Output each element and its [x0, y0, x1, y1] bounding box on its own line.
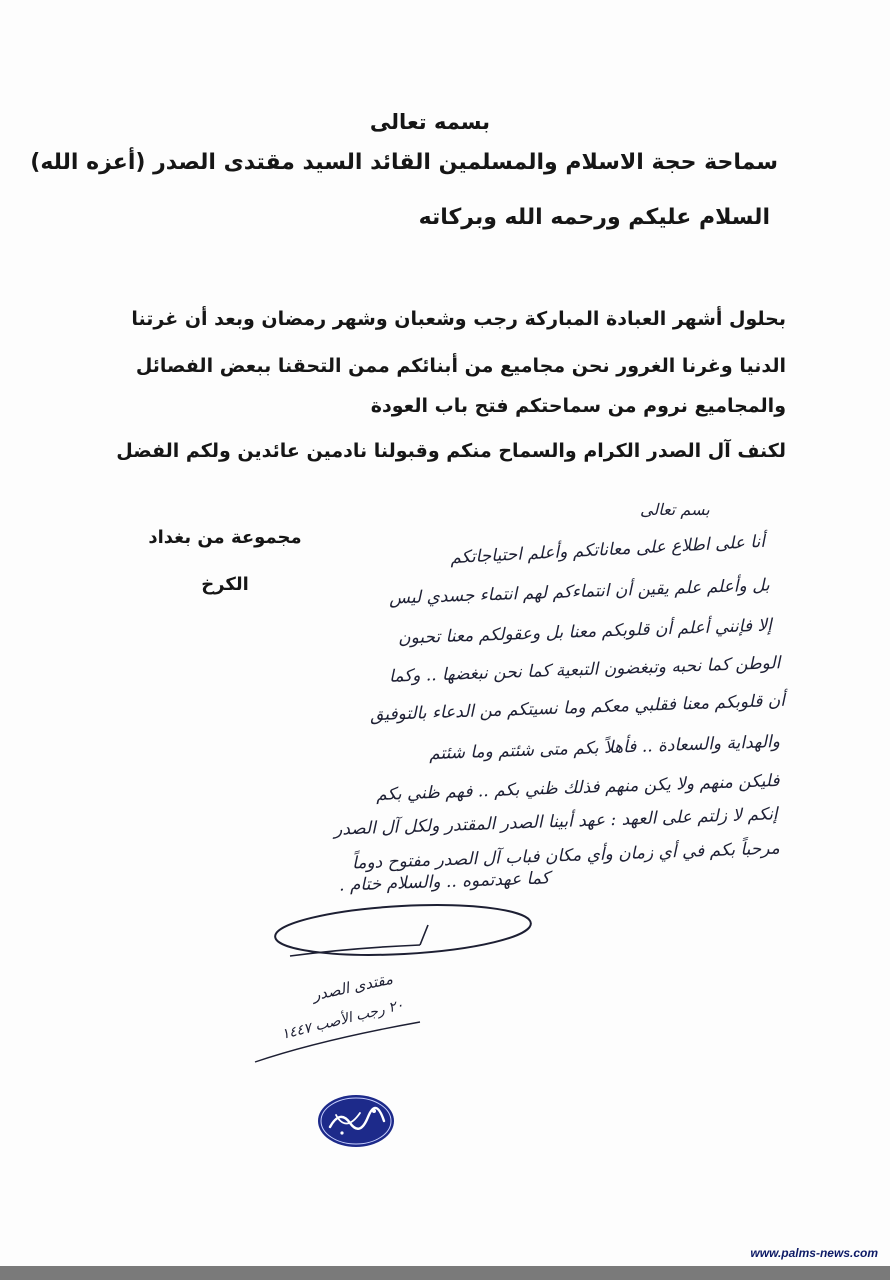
- reply-signer: مقتدى الصدر: [311, 969, 395, 1005]
- letter-body-line: لكنف آل الصدر الكرام والسماح منكم وقبولنا نادمين عائدين ولكم الفضل: [116, 440, 786, 462]
- reply-line: فليكن منهم ولا يكن منهم فذلك ظني بكم .. فهم ظني بكم: [376, 770, 781, 806]
- reply-line: أنا على اطلاع على معاناتكم وأعلم احتياجاتكم: [449, 531, 766, 569]
- reply-line: الوطن كما نحبه وتبغضون التبعية كما نحن نبغضها .. وكما: [388, 653, 781, 687]
- letter-addressee: سماحة حجة الاسلام والمسلمين القائد السيد مقتدى الصدر (أعزه الله): [30, 150, 778, 175]
- letter-body-line: والمجاميع نروم من سماحتكم فتح باب العودة: [370, 395, 786, 417]
- reply-date: ٢٠ رجب الأصب ١٤٤٧: [279, 997, 406, 1043]
- footer-bar: [0, 1266, 890, 1280]
- reply-line: بل وأعلم علم يقين أن انتماءكم لهم انتماء جسدي ليس: [389, 575, 771, 609]
- seal-stamp-icon: [316, 1093, 396, 1149]
- reply-line: كما عهدتموه .. والسلام ختام .: [338, 868, 551, 896]
- letter-greeting: السلام عليكم ورحمه الله وبركاته: [418, 205, 770, 230]
- letter-body-line: بحلول أشهر العبادة المباركة رجب وشعبان وشهر رمضان وبعد أن غرتنا: [131, 308, 786, 330]
- reply-line: والهداية والسعادة .. فأهلاً بكم متى شئتم وما شئتم: [428, 731, 781, 765]
- letter-signature-area: الكرخ: [201, 574, 249, 595]
- letter-besm: بسمه تعالى: [369, 110, 491, 134]
- letter-signature-group: مجموعة من بغداد: [148, 527, 302, 548]
- reply-line: مرحباً بكم في أي زمان وأي مكان فباب آل الصدر مفتوح دوماً: [351, 838, 781, 874]
- reply-line: إلا فإنني أعلم أن قلوبكم معنا بل وعقولكم معنا تحبون: [397, 615, 773, 649]
- reply-line: إنكم لا زلتم على العهد : عهد أبينا الصدر المقتدر ولكل آل الصدر: [334, 804, 779, 840]
- letter-body-line: الدنيا وغرنا الغرور نحن مجاميع من أبنائكم ممن التحقنا ببعض الفصائل: [135, 355, 786, 377]
- footer-url: www.palms-news.com: [750, 1246, 878, 1260]
- reply-line: أن قلوبكم معنا فقلبي معكم وما نسيتكم من الدعاء بالتوفيق: [369, 690, 786, 726]
- reply-header: بسم تعالى: [640, 500, 710, 519]
